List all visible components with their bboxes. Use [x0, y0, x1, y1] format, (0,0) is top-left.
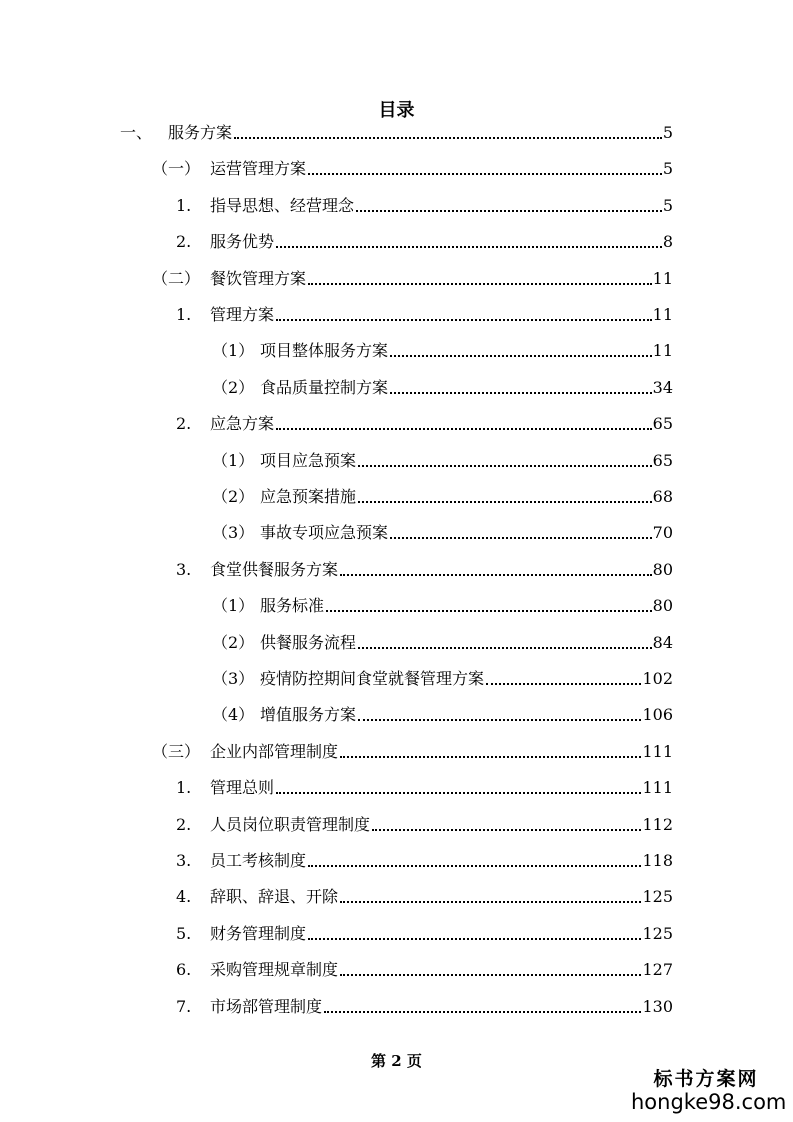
toc-entry[interactable]	[212, 593, 673, 617]
toc-entry-title: 食品质量控制方案	[260, 377, 389, 397]
toc-entry[interactable]	[212, 448, 673, 472]
toc-entry-title: 餐饮管理方案	[210, 268, 307, 288]
toc-entry-title: 事故专项应急预案	[260, 523, 389, 543]
toc-entry-page: 111	[642, 778, 673, 798]
toc-entry-number: （一）	[152, 159, 201, 179]
toc-entry-number: 1.	[176, 305, 192, 324]
toc-entry-title: 管理方案	[210, 305, 275, 324]
toc-dot-leader	[276, 428, 652, 430]
page-footer: 第 2 页	[371, 1052, 422, 1070]
toc-entry[interactable]	[176, 884, 673, 908]
toc-entry-number: （2）	[212, 632, 255, 652]
toc-entry-page: 5	[662, 159, 673, 179]
toc-entry[interactable]	[212, 375, 673, 399]
toc-dot-leader	[308, 865, 641, 867]
toc-entry[interactable]	[212, 630, 673, 654]
toc-entry-page: 112	[642, 814, 673, 834]
toc-entry-page: 5	[662, 123, 673, 142]
toc-dot-leader	[340, 901, 641, 903]
toc-entry-title: 采购管理规章制度	[210, 960, 339, 980]
toc-dot-leader	[390, 537, 652, 539]
toc-entry-title: 项目应急预案	[260, 450, 357, 470]
toc-dot-leader	[308, 938, 641, 940]
toc-dot-leader	[358, 465, 652, 467]
toc-entry-number: 1.	[176, 195, 192, 215]
toc-entry-number: （3）	[212, 669, 255, 688]
toc-dot-leader	[390, 392, 652, 394]
toc-dot-leader	[276, 792, 641, 794]
toc-dot-leader	[276, 319, 652, 321]
toc-entry-title: 辞职、辞退、开除	[210, 887, 339, 907]
toc-dot-leader	[358, 647, 652, 649]
toc-entry-page: 125	[642, 923, 673, 943]
watermark-site-name: 标书方案网	[653, 1068, 759, 1090]
toc-entry-title: 管理总则	[210, 778, 275, 798]
toc-entry-title: 应急预案措施	[260, 487, 357, 506]
toc-entry-number: （二）	[152, 268, 201, 288]
toc-dot-leader	[358, 719, 641, 721]
toc-entry-number: （2）	[212, 377, 255, 397]
toc-dot-leader	[276, 246, 662, 248]
toc-entry-title: 增值服务方案	[260, 705, 357, 725]
toc-entry[interactable]	[176, 411, 673, 435]
toc-dot-leader	[326, 610, 652, 612]
toc-entry-page: 118	[642, 851, 673, 870]
toc-entry-page: 68	[652, 487, 673, 506]
toc-entry-title: 指导思想、经营理念	[210, 195, 355, 215]
toc-entry-number: 3.	[176, 851, 192, 870]
toc-entry-title: 服务方案	[168, 123, 233, 142]
toc-entry-title: 服务优势	[210, 232, 275, 252]
toc-entry-number: 一、	[120, 123, 153, 142]
toc-entry-page: 130	[642, 996, 673, 1016]
toc-entry[interactable]	[176, 302, 673, 326]
toc-entry-page: 102	[642, 669, 673, 688]
toc-entry-page: 80	[652, 559, 673, 579]
toc-entry[interactable]	[120, 120, 673, 144]
toc-dot-leader	[324, 1011, 641, 1013]
toc-entry-number: （1）	[212, 450, 255, 470]
toc-entry-page: 5	[662, 195, 673, 215]
toc-dot-leader	[340, 574, 652, 576]
toc-title: 目录	[378, 100, 415, 121]
watermark-url: hongke98.com	[631, 1090, 787, 1114]
toc-entry[interactable]	[176, 775, 673, 799]
toc-entry-page: 111	[642, 741, 673, 761]
toc-entry-number: 4.	[176, 887, 192, 907]
toc-entry-number: （三）	[152, 741, 201, 761]
toc-entry-title: 食堂供餐服务方案	[210, 559, 339, 579]
toc-entry-title: 项目整体服务方案	[260, 341, 389, 361]
toc-entry-title: 疫情防控期间食堂就餐管理方案	[260, 669, 485, 688]
toc-entry-number: 3.	[176, 559, 192, 579]
toc-dot-leader	[308, 173, 662, 175]
toc-entry-title: 运营管理方案	[210, 159, 307, 179]
toc-entry[interactable]	[176, 193, 673, 217]
toc-entry-number: （4）	[212, 705, 255, 725]
toc-entry-title: 供餐服务流程	[260, 632, 357, 652]
toc-entry-title: 市场部管理制度	[210, 996, 323, 1016]
toc-entry[interactable]	[212, 338, 673, 362]
toc-entry-number: （1）	[212, 341, 255, 361]
toc-entry[interactable]	[176, 557, 673, 581]
toc-entry[interactable]	[176, 848, 673, 872]
toc-entry[interactable]	[212, 702, 673, 726]
toc-entry-page: 11	[652, 341, 673, 361]
toc-entry-page: 125	[642, 887, 673, 907]
toc-entry-title: 企业内部管理制度	[210, 741, 339, 761]
toc-dot-leader	[340, 756, 641, 758]
toc-dot-leader	[234, 137, 662, 139]
toc-entry-page: 11	[652, 268, 673, 288]
toc-entry-title: 员工考核制度	[210, 851, 307, 870]
toc-entry-page: 65	[652, 414, 673, 434]
toc-entry[interactable]	[212, 520, 673, 544]
toc-entry-number: 5.	[176, 923, 192, 943]
toc-entry-number: （1）	[212, 596, 255, 616]
toc-entry-title: 服务标准	[260, 596, 325, 616]
toc-entry[interactable]	[176, 812, 673, 836]
toc-entry-page: 70	[652, 523, 673, 543]
toc-entry-title: 财务管理制度	[210, 923, 307, 943]
toc-entry-page: 80	[652, 596, 673, 616]
watermark	[631, 1068, 787, 1114]
toc-entry-page: 8	[662, 232, 673, 252]
toc-entry-number: 7.	[176, 996, 192, 1016]
toc-entry[interactable]	[152, 739, 673, 763]
toc-entry-number: 1.	[176, 778, 192, 798]
toc-dot-leader	[372, 829, 641, 831]
toc-entry-page: 11	[652, 305, 673, 324]
toc-entry[interactable]	[152, 156, 673, 180]
toc-entry-page: 84	[652, 632, 673, 652]
toc-entry-title: 人员岗位职责管理制度	[210, 814, 371, 834]
toc-dot-leader	[486, 683, 641, 685]
toc-entry-number: 2.	[176, 814, 192, 834]
toc-dot-leader	[308, 283, 652, 285]
toc-entry-number: （3）	[212, 523, 255, 543]
toc-entry-title: 应急方案	[210, 414, 275, 434]
toc-entry-number: （2）	[212, 487, 255, 506]
toc-entry-page: 34	[652, 377, 673, 397]
toc-entry[interactable]	[176, 229, 673, 253]
toc-dot-leader	[390, 355, 652, 357]
toc-dot-leader	[340, 974, 641, 976]
toc-entry[interactable]	[176, 921, 673, 945]
toc-entry-page: 127	[642, 960, 673, 980]
toc-entry[interactable]	[176, 994, 673, 1018]
toc-dot-leader	[356, 210, 662, 212]
toc-entry-number: 6.	[176, 960, 192, 980]
toc-entry[interactable]	[176, 957, 673, 981]
toc-entry-number: 2.	[176, 414, 192, 434]
toc-dot-leader	[358, 501, 652, 503]
toc-entry-page: 65	[652, 450, 673, 470]
toc-entry[interactable]	[212, 484, 673, 508]
toc-entry-page: 106	[642, 705, 673, 725]
toc-entry-number: 2.	[176, 232, 192, 252]
toc-entry[interactable]	[212, 666, 673, 690]
toc-entry[interactable]	[152, 266, 673, 290]
